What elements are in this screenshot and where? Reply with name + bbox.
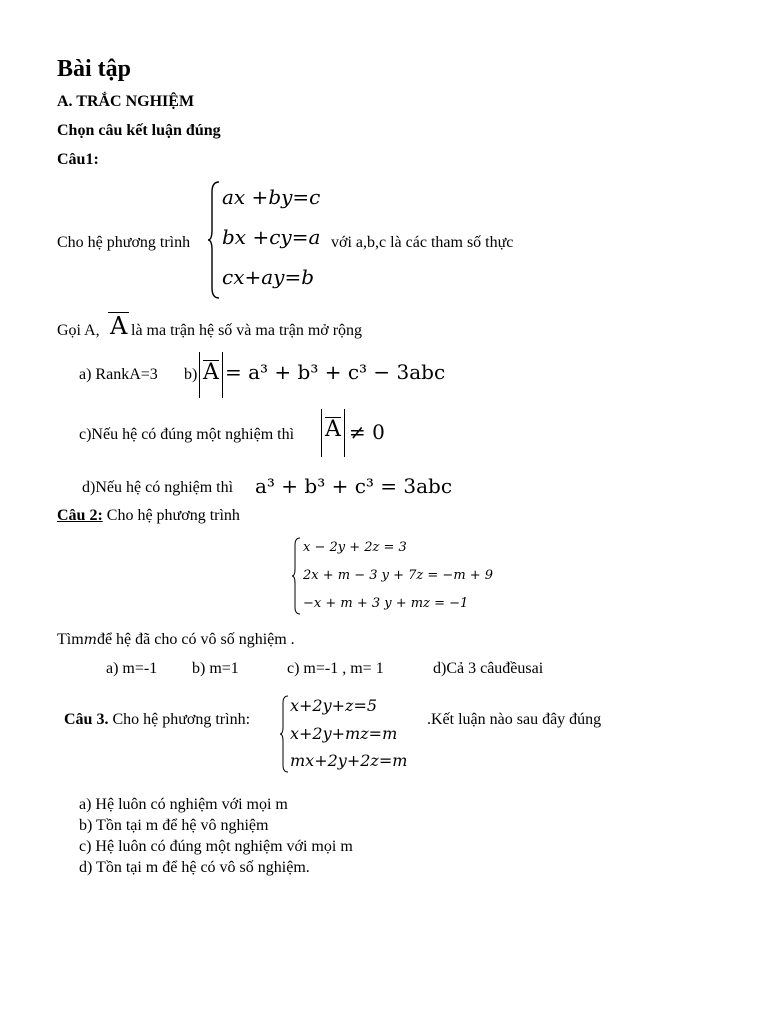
q1-option-b-formula: = a³ + b³ + c³ − 3abc [225,360,446,384]
q1-intro: Cho hệ phương trình [57,234,191,251]
q1-goi-suffix: là ma trận hệ số và ma trận mở rộng [131,322,363,339]
q2-option-a: a) m=-1 [106,660,158,677]
q1-option-b-label: b) [184,366,198,383]
q1-option-b-matrix-symbol: A [203,360,219,385]
q2-find-suffix: để hệ đã cho có vô số nghiệm . [96,631,295,648]
q3-option-c: c) Hệ luôn có đúng một nghiệm với mọi m [79,838,353,855]
section-heading: A. TRẮC NGHIỆM [57,93,195,110]
q3-option-a: a) Hệ luôn có nghiệm với mọi m [79,796,288,813]
q2-equation-1: x − 2y + 2z = 3 [303,540,407,555]
q2-equation-2: 2x + m − 3 y + 7z = −m + 9 [303,568,494,583]
q2-find-prefix: Tìm [57,631,84,648]
q2-find-variable: m [83,632,97,648]
q1-tail: với a,b,c là các tham số thực [331,234,514,251]
q3-intro: Cho hệ phương trình: [108,711,251,728]
q3-brace [280,694,290,774]
question-2-label: Câu 2: [57,507,103,524]
q1-option-c-matrix-symbol: A [325,417,341,442]
q3-option-b: b) Tồn tại m để hệ vô nghiệm [79,817,269,834]
q1-option-c-determinant [321,409,345,457]
q1-option-a: a) RankA=3 [79,366,158,383]
q3-equation-3: mx+2y+2z=m [290,751,408,770]
q2-option-d: d)Cả 3 câuđềusai [433,660,544,677]
instruction-text: Chọn câu kết luận đúng [57,122,221,139]
question-3-label: Câu 3. [64,711,109,728]
q2-find [57,631,295,649]
q1-option-c-formula: ≠ 0 [349,420,385,444]
q3-equation-1: x+2y+z=5 [290,696,378,715]
q1-equation-1: ax +by=c [222,185,321,209]
q1-equation-2: bx +cy=a [222,225,321,249]
q3-tail: .Kết luận nào sau đây đúng [427,711,602,728]
q1-option-b-determinant [199,352,223,398]
q1-option-c-text: c)Nếu hệ có đúng một nghiệm thì [79,426,295,443]
q2-brace [292,536,302,616]
q2-heading [57,507,240,525]
q1-option-d-formula: a³ + b³ + c³ = 3abc [255,474,453,498]
q3-heading [64,711,250,729]
q3-equation-2: x+2y+mz=m [290,724,398,743]
page-title: Bài tập [57,56,132,82]
q1-augmented-matrix-symbol: A [110,312,128,340]
q2-equation-3: −x + m + 3 y + mz = −1 [303,596,469,611]
q1-option-d-text: d)Nếu hệ có nghiệm thì [82,479,234,496]
q1-goi-prefix: Gọi A, [57,322,100,339]
q2-option-b: b) m=1 [192,660,239,677]
question-1-label: Câu1: [57,151,99,168]
q1-brace [207,180,221,300]
q2-option-c: c) m=-1 , m= 1 [287,660,384,677]
q2-intro: Cho hệ phương trình [102,507,240,524]
q3-option-d: d) Tồn tại m để hệ có vô số nghiệm. [79,859,310,876]
q1-equation-3: cx+ay=b [222,265,315,289]
